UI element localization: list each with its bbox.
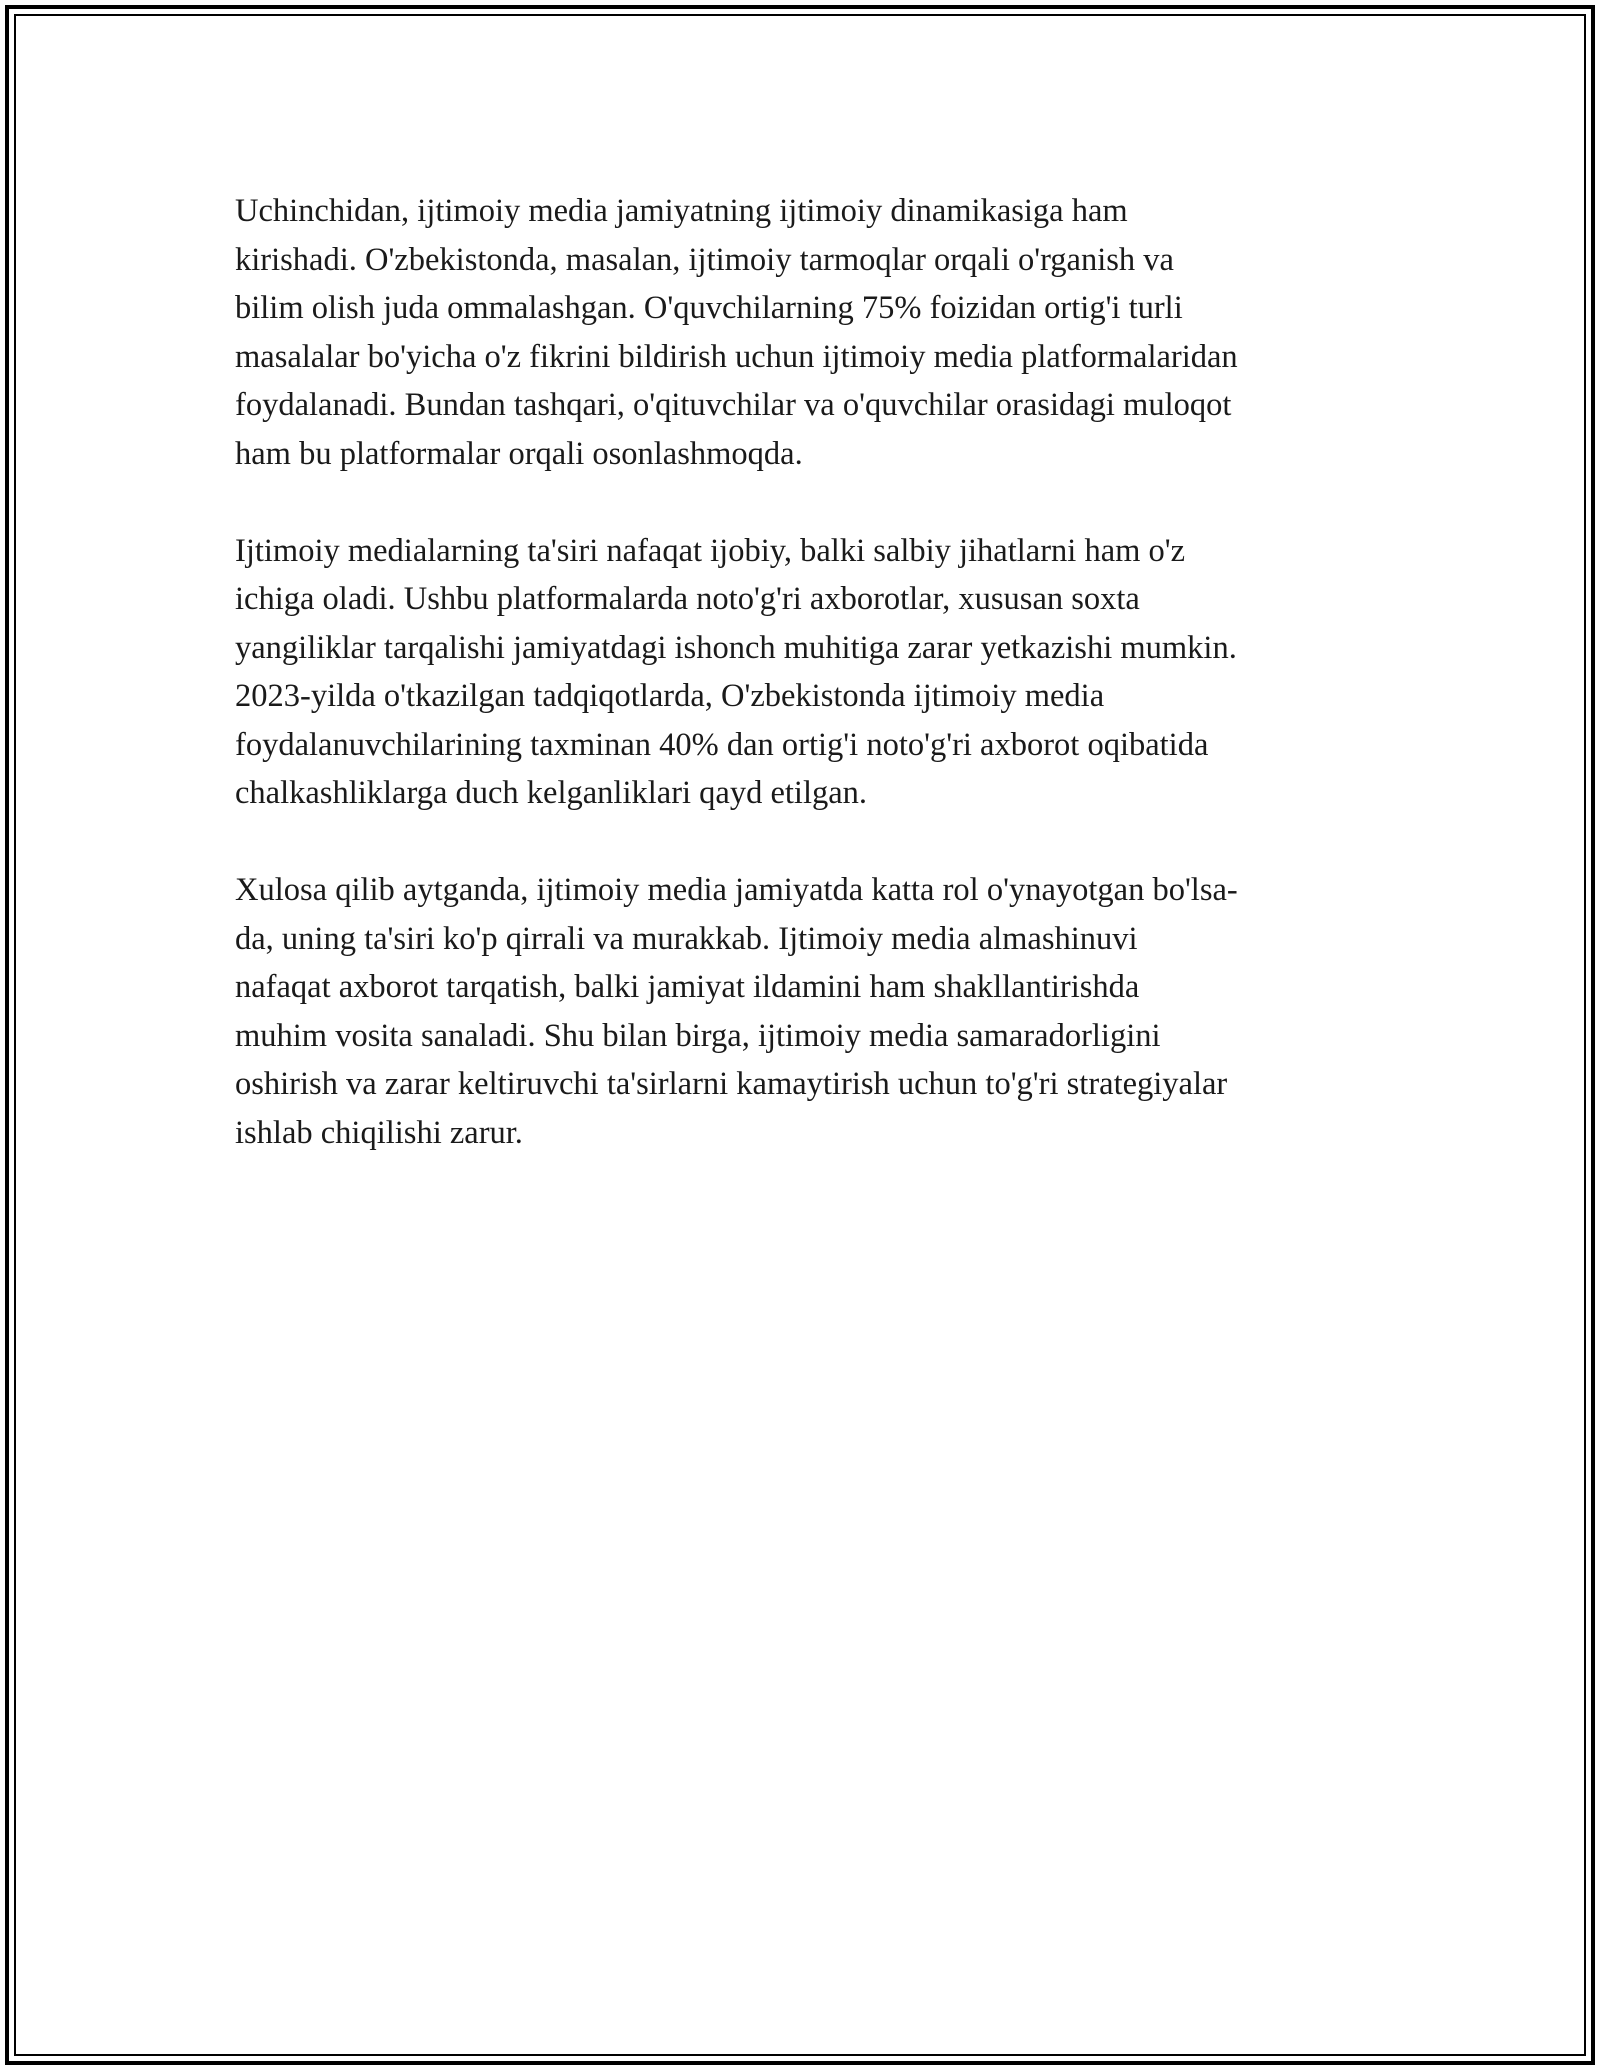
text-line: da, uning ta'siri ko'p qirrali va murakkab. Ijtimoiy media almashinuvi	[235, 920, 1138, 957]
text-line: foydalanadi. Bundan tashqari, o'qituvchilar va o'quvchilar orasidagi muloqot	[235, 387, 1232, 423]
text-line: kirishadi. O'zbekistonda, masalan, ijtimoiy tarmoqlar orqali o'rganish va	[235, 241, 1174, 278]
text-line: muhim vosita sanaladi. Shu bilan birga, ijtimoiy media samaradorligini	[235, 1017, 1161, 1054]
text-line: ham bu platformalar orqali osonlashmoqda.	[235, 435, 803, 472]
text-line: bilim olish juda ommalashgan. O'quvchilarning 75% foizidan ortig'i turli	[235, 290, 1183, 326]
text-line: Xulosa qilib aytganda, ijtimoiy media jamiyatda katta rol o'ynayotgan bo'lsa-	[235, 872, 1238, 908]
text-line: ishlab chiqilishi zarur.	[235, 1114, 523, 1151]
paragraph-1	[235, 187, 1395, 478]
paragraph-2	[235, 527, 1395, 818]
text-line: Uchinchidan, ijtimoiy media jamiyatning ijtimoiy dinamikasiga ham	[235, 193, 1128, 229]
paragraph-3	[235, 866, 1395, 1157]
text-line: 2023-yilda o'tkazilgan tadqiqotlarda, O'zbekistonda ijtimoiy media	[235, 678, 1105, 714]
text-line: ichiga oladi. Ushbu platformalarda noto'g'ri axborotlar, xususan soxta	[235, 581, 1140, 617]
text-line: masalalar bo'yicha o'z fikrini bildirish uchun ijtimoiy media platformalaridan	[235, 338, 1238, 375]
text-line: nafaqat axborot tarqatish, balki jamiyat ildamini ham shakllantirishda	[235, 969, 1140, 1005]
text-line: oshirish va zarar keltiruvchi ta'sirlarni kamaytirish uchun to'g'ri strategiyalar	[235, 1066, 1228, 1102]
document-body	[235, 187, 1395, 1206]
text-line: chalkashliklarga duch kelganliklari qayd etilgan.	[235, 775, 868, 811]
text-line: yangiliklar tarqalishi jamiyatdagi ishonch muhitiga zarar yetkazishi mumkin.	[235, 629, 1237, 666]
text-line: Ijtimoiy medialarning ta'siri nafaqat ijobiy, balki salbiy jihatlarni ham o'z	[235, 532, 1186, 569]
text-line: foydalanuvchilarining taxminan 40% dan ortig'i noto'g'ri axborot oqibatida	[235, 726, 1209, 763]
